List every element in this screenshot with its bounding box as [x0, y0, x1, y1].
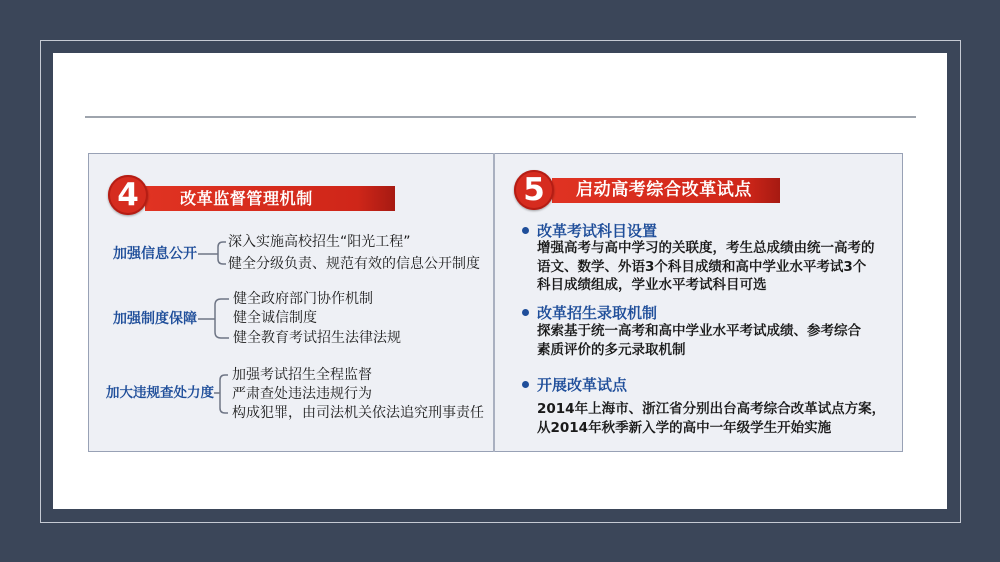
section-body	[537, 322, 861, 359]
bullet-icon	[522, 227, 529, 234]
group-item: 健全政府部门协作机制	[233, 291, 373, 307]
group-item: 加强考试招生全程监督	[232, 367, 372, 383]
group-item: 健全诚信制度	[233, 310, 317, 326]
bullet-icon	[522, 309, 529, 316]
bullet-icon	[522, 381, 529, 388]
group-item: 构成犯罪，由司法机关依法追究刑事责任	[232, 405, 484, 421]
group-item: 健全教育考试招生法律法规	[233, 330, 401, 346]
section-title-banner-left	[145, 186, 395, 211]
group-label-info-disclosure: 加强信息公开	[113, 246, 197, 262]
section-heading-admission-mechanism: 改革招生录取机制	[537, 304, 658, 322]
section-number-badge-right: 5	[514, 170, 554, 210]
title-divider-rule	[85, 116, 916, 118]
section-number-badge-left: 4	[108, 175, 148, 215]
group-label-violation-enforcement: 加大违规查处力度	[106, 385, 214, 401]
body-line: 语文、数学、外语3个科目成绩和高中学业水平考试3个	[537, 258, 867, 275]
section-heading-reform-pilot: 开展改革试点	[537, 376, 628, 394]
body-line: 2014年上海市、浙江省分别出台高考综合改革试点方案，	[537, 401, 886, 417]
section-heading-subject-setup: 改革考试科目设置	[537, 222, 658, 240]
group-item: 健全分级负责、规范有效的信息公开制度	[228, 256, 480, 272]
panel-column-divider	[493, 153, 495, 452]
group-item: 严肃查处违法违规行为	[232, 386, 372, 402]
section-body	[537, 400, 885, 437]
section-body	[537, 239, 875, 295]
section-title-left: 改革监督管理机制	[180, 189, 313, 208]
body-line: 素质评价的多元录取机制	[537, 341, 686, 358]
group-label-system-guarantee: 加强制度保障	[113, 311, 197, 327]
body-line: 增强高考与高中学习的关联度，考生总成绩由统一高考的	[537, 240, 875, 256]
group-item: 深入实施高校招生“阳光工程”	[228, 234, 411, 250]
body-line: 探索基于统一高考和高中学业水平考试成绩、参考综合	[537, 323, 861, 339]
body-line: 从2014年秋季新入学的高中一年级学生开始实施	[537, 419, 832, 436]
body-line: 科目成绩组成，学业水平考试科目可选	[537, 277, 767, 293]
section-title-right: 启动高考综合改革试点	[576, 180, 752, 200]
section-title-banner-right	[552, 178, 780, 203]
